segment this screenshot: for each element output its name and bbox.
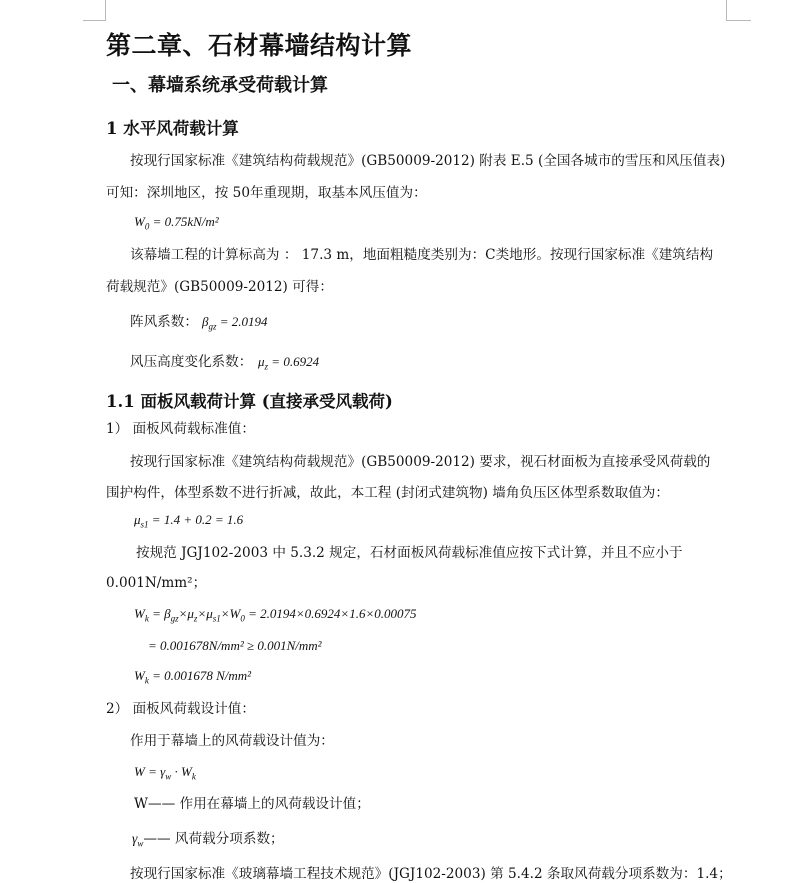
paragraph-line: 围护构件，体型系数不进行折减，故此，本工程 (封闭式建筑物) 墙角负压区体型系数取值为：	[106, 485, 669, 501]
paragraph-line-cut: 按现行国家标准《玻璃幕墙工程技术规范》(JGJ102-2003) 第 5.4.2 条取风荷载分项系数为：1.4；	[130, 866, 732, 882]
gust-factor-label: 阵风系数：	[130, 314, 198, 330]
paragraph-line: 该幕墙工程的计算标高为 ： 17.3 m，地面粗糙度类别为：C类地形。按现行国家标准《建筑结构	[130, 247, 714, 263]
formula-gust-factor: $\beta_{gz} = 2.0194$	[202, 314, 268, 332]
paragraph-line: 按规范 JGJ102-2003 中 5.3.2 规定，石材面板风荷载标准值应按下式计算，并且不应小于	[136, 545, 683, 561]
paragraph-line: 0.001N/mm²；	[106, 575, 207, 591]
page-corner-mark-left	[83, 0, 106, 21]
formula-design-wind: $W = \gamma_w \cdot W_k$	[134, 764, 196, 782]
section-heading: 一、幕墙系统承受荷载计算	[112, 75, 328, 96]
paragraph-line: 荷载规范》(GB50009-2012) 可得：	[106, 279, 333, 295]
formula-height-factor: $\mu_z = 0.6924$	[258, 354, 320, 372]
definition-w: W—— 作用在幕墙上的风荷载设计值；	[134, 796, 370, 812]
definition-gamma: $\gamma_w——$ 风荷载分项系数；	[132, 831, 284, 849]
list-item-1: 1） 面板风荷载标准值：	[106, 421, 255, 437]
formula-basic-wind-pressure: $W_0 = 0.75kN/m^2$	[134, 214, 219, 232]
chapter-title: 第二章、石材幕墙结构计算	[106, 31, 413, 60]
formula-shape-factor: $\mu_{s1} = 1.4 + 0.2 = 1.6$	[134, 512, 244, 530]
subsection-heading-panel: 1.1 面板风载荷计算 (直接承受风载荷)	[106, 392, 393, 411]
paragraph-line: 按现行国家标准《建筑结构荷载规范》(GB50009-2012) 附表 E.5 (全国各城市的雪压和风压值表)	[130, 153, 726, 169]
paragraph-line: 按现行国家标准《建筑结构荷载规范》(GB50009-2012) 要求，视石材面板为直接承受风荷载的	[130, 454, 711, 470]
formula-wk-final: $W_k = 0.001678$ N/mm²	[134, 668, 252, 686]
height-factor-label: 风压高度变化系数：	[130, 354, 253, 370]
formula-wk-result: = 0.001678N/mm² ≥ 0.001N/mm²	[148, 638, 322, 653]
paragraph-line: 可知：深圳地区，按 50年重现期，取基本风压值为：	[106, 185, 427, 201]
subsection-heading-wind-load: 1 水平风荷载计算	[106, 119, 239, 138]
page-corner-mark-right	[726, 0, 751, 21]
paragraph-line: 作用于幕墙上的风荷载设计值为：	[130, 733, 334, 749]
formula-wk-calc: $W_k = \beta_{gz}\times\mu_z\times\mu_{s1}\times W_0 = 2.0194\times 0.6924\times 1.6\times 0.00075$	[134, 606, 417, 624]
list-item-2: 2） 面板风荷载设计值：	[106, 701, 255, 717]
